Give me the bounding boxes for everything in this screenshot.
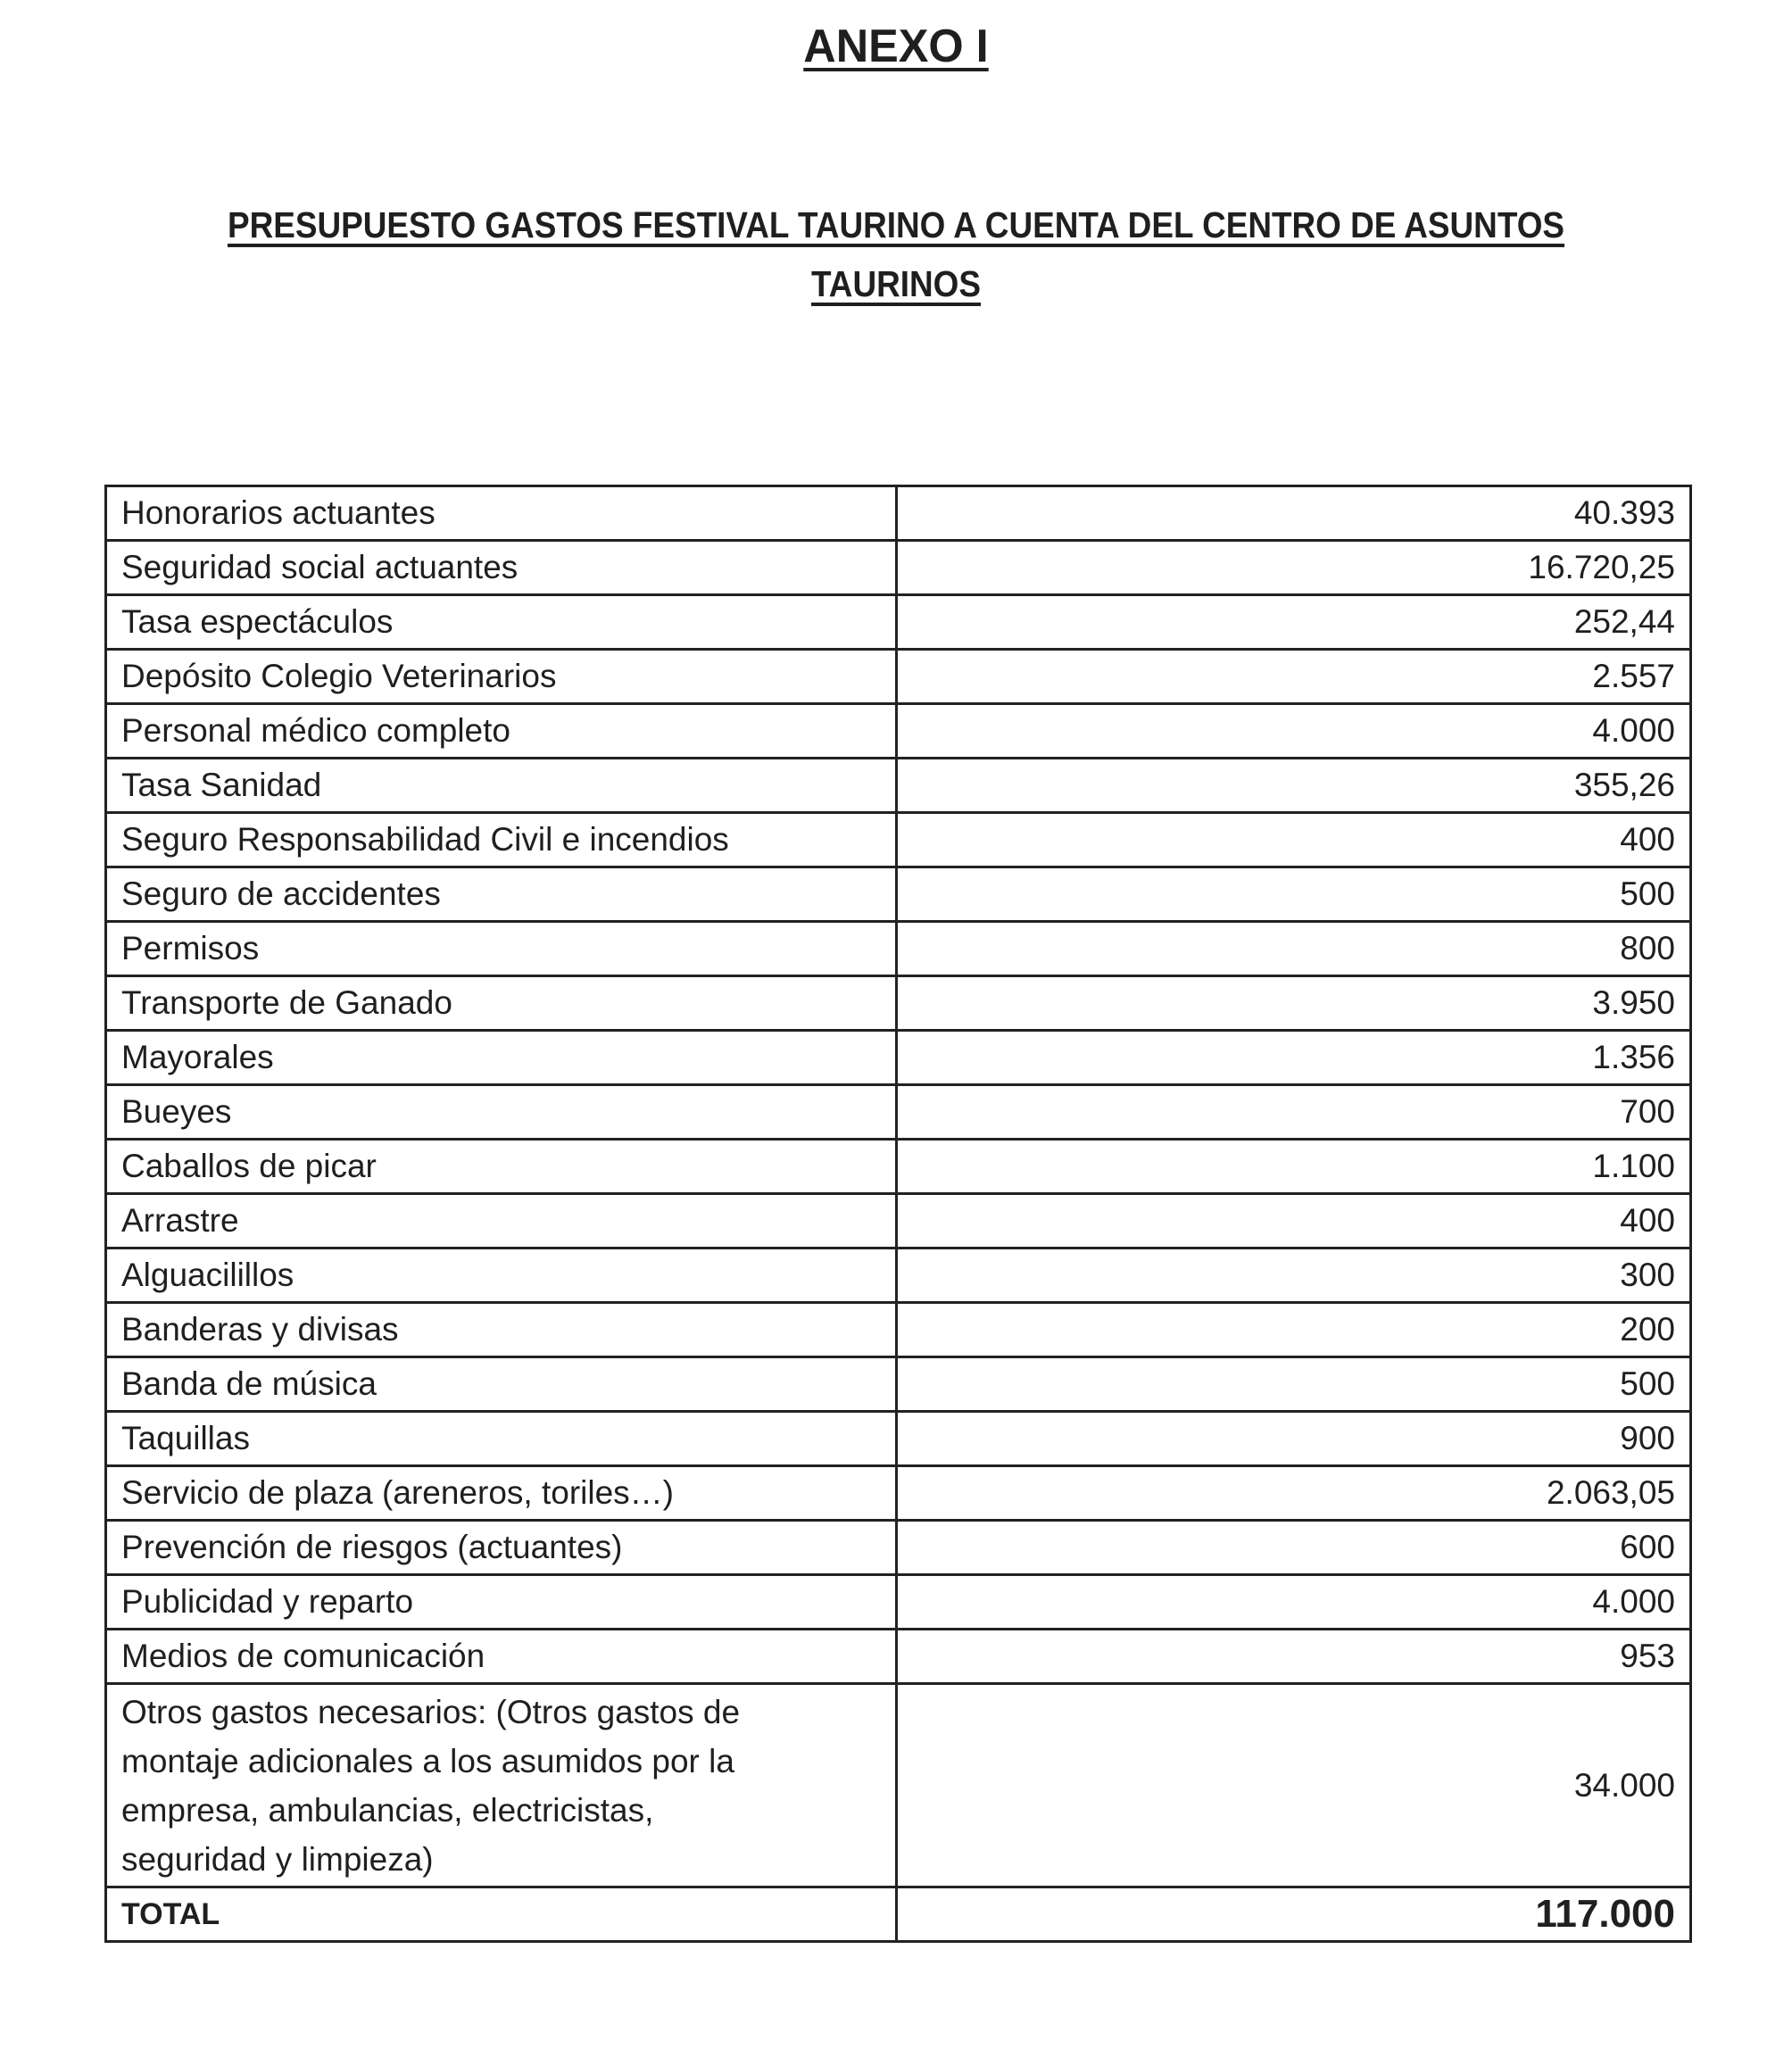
document-subtitle xyxy=(89,203,1702,246)
table-row xyxy=(106,1085,1691,1140)
concept-line: seguridad y limpieza) xyxy=(121,1840,434,1878)
total-amount: 117.000 xyxy=(897,1887,1691,1942)
table-row xyxy=(106,1357,1691,1412)
concept-cell: Medios de comunicación xyxy=(106,1630,897,1684)
concept-cell: Tasa Sanidad xyxy=(106,759,897,813)
concept-cell: Tasa espectáculos xyxy=(106,595,897,650)
concept-cell: Transporte de Ganado xyxy=(106,976,897,1031)
total-label: TOTAL xyxy=(106,1887,897,1942)
table-row xyxy=(106,759,1691,813)
table-row xyxy=(106,867,1691,922)
amount-cell: 2.063,05 xyxy=(897,1466,1691,1521)
amount-cell: 4.000 xyxy=(897,704,1691,759)
concept-cell: Taquillas xyxy=(106,1412,897,1466)
table-row xyxy=(106,1194,1691,1248)
concept-cell: Seguro de accidentes xyxy=(106,867,897,922)
concept-cell: Mayorales xyxy=(106,1031,897,1085)
annex-title xyxy=(27,20,1765,73)
concept-cell: Permisos xyxy=(106,922,897,976)
amount-cell: 4.000 xyxy=(897,1575,1691,1630)
table-row xyxy=(106,1248,1691,1303)
concept-cell xyxy=(106,1684,897,1887)
amount-cell: 500 xyxy=(897,867,1691,922)
table-row xyxy=(106,704,1691,759)
subtitle-line-1: PRESUPUESTO GASTOS FESTIVAL TAURINO A CUENTA DEL CENTRO DE ASUNTOS xyxy=(227,204,1565,245)
amount-cell: 800 xyxy=(897,922,1691,976)
table-row xyxy=(106,1630,1691,1684)
concept-cell: Banderas y divisas xyxy=(106,1303,897,1357)
concept-cell: Caballos de picar xyxy=(106,1140,897,1194)
concept-cell: Servicio de plaza (areneros, toriles…) xyxy=(106,1466,897,1521)
table-row xyxy=(106,595,1691,650)
total-row xyxy=(106,1887,1691,1942)
concept-cell: Banda de música xyxy=(106,1357,897,1412)
budget-table xyxy=(104,485,1692,1943)
table-row xyxy=(106,1521,1691,1575)
amount-cell: 1.100 xyxy=(897,1140,1691,1194)
subtitle-line-2: TAURINOS xyxy=(811,263,981,304)
concept-cell: Personal médico completo xyxy=(106,704,897,759)
amount-cell: 400 xyxy=(897,813,1691,867)
concept-cell: Honorarios actuantes xyxy=(106,486,897,541)
concept-cell: Bueyes xyxy=(106,1085,897,1140)
amount-cell: 300 xyxy=(897,1248,1691,1303)
concept-cell: Alguacilillos xyxy=(106,1248,897,1303)
table-row xyxy=(106,1140,1691,1194)
table-row xyxy=(106,541,1691,595)
table-row xyxy=(106,1466,1691,1521)
amount-cell: 700 xyxy=(897,1085,1691,1140)
amount-cell: 252,44 xyxy=(897,595,1691,650)
amount-cell: 500 xyxy=(897,1357,1691,1412)
table-row xyxy=(106,1575,1691,1630)
amount-cell: 400 xyxy=(897,1194,1691,1248)
annex-title-text: ANEXO I xyxy=(803,21,989,72)
amount-cell: 34.000 xyxy=(897,1684,1691,1887)
amount-cell: 2.557 xyxy=(897,650,1691,704)
table-row xyxy=(106,650,1691,704)
table-row xyxy=(106,976,1691,1031)
table-row xyxy=(106,1412,1691,1466)
table-row xyxy=(106,813,1691,867)
amount-cell: 40.393 xyxy=(897,486,1691,541)
concept-cell: Seguro Responsabilidad Civil e incendios xyxy=(106,813,897,867)
amount-cell: 200 xyxy=(897,1303,1691,1357)
amount-cell: 900 xyxy=(897,1412,1691,1466)
concept-line: Otros gastos necesarios: (Otros gastos de xyxy=(121,1693,741,1730)
table-row xyxy=(106,486,1691,541)
concept-cell: Arrastre xyxy=(106,1194,897,1248)
concept-cell: Depósito Colegio Veterinarios xyxy=(106,650,897,704)
table-row xyxy=(106,922,1691,976)
concept-line: montaje adicionales a los asumidos por la xyxy=(121,1742,734,1779)
table-row xyxy=(106,1303,1691,1357)
concept-line: empresa, ambulancias, electricistas, xyxy=(121,1791,654,1829)
concept-cell: Publicidad y reparto xyxy=(106,1575,897,1630)
amount-cell: 600 xyxy=(897,1521,1691,1575)
concept-cell: Seguridad social actuantes xyxy=(106,541,897,595)
amount-cell: 16.720,25 xyxy=(897,541,1691,595)
amount-cell: 355,26 xyxy=(897,759,1691,813)
amount-cell: 3.950 xyxy=(897,976,1691,1031)
table-row xyxy=(106,1031,1691,1085)
table-row-other-expenses xyxy=(106,1684,1691,1887)
amount-cell: 1.356 xyxy=(897,1031,1691,1085)
concept-cell: Prevención de riesgos (actuantes) xyxy=(106,1521,897,1575)
document-subtitle-continued xyxy=(89,262,1702,305)
amount-cell: 953 xyxy=(897,1630,1691,1684)
